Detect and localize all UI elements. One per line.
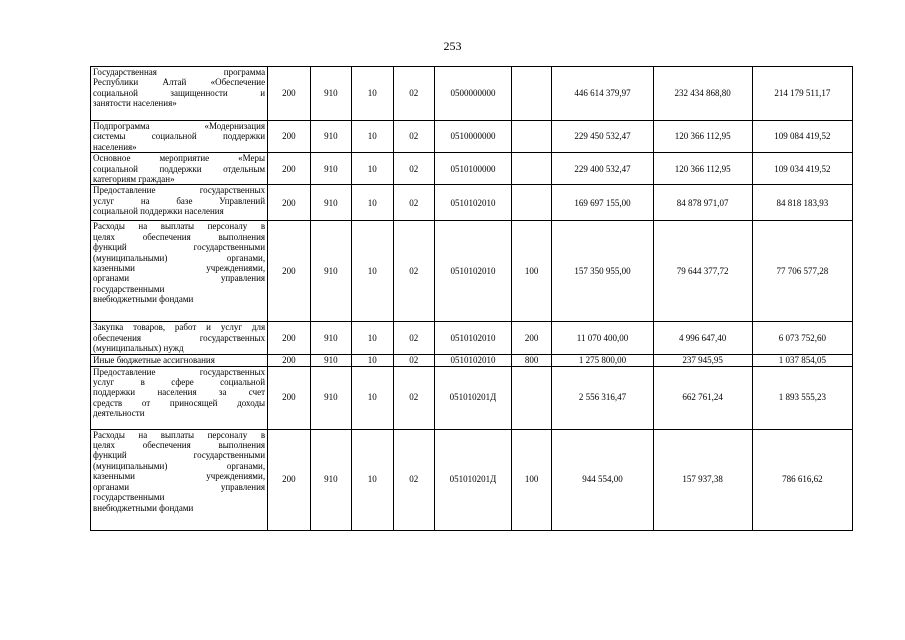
section-code-cell: 10 [352,185,393,221]
gr-code-cell: 200 [268,153,311,185]
amount-total-cell: 11 070 400,00 [552,322,653,354]
row-name-line: средств от приносящей доходы [93,397,266,408]
subsection-code-cell: 02 [393,221,434,322]
amount-part2-cell: 1 893 555,23 [752,366,852,429]
expense-type-cell [511,121,551,153]
amount-part2-cell: 1 037 854,05 [752,354,852,366]
gr-code-cell: 200 [268,67,311,121]
subsection-code-cell: 02 [393,354,434,366]
row-name [91,153,268,185]
row-name-line: занятости населения» [93,98,177,109]
amount-total-cell: 944 554,00 [552,429,653,530]
section-code-cell: 10 [352,429,393,530]
row-name [91,221,268,322]
subsection-code-cell: 02 [393,67,434,121]
row-name-line: населения» [93,141,137,152]
gr-code-cell: 200 [268,429,311,530]
target-article-cell: 0500000000 [435,67,512,121]
table-row [91,67,853,121]
admin-code-cell: 910 [310,221,351,322]
target-article-cell: 0510102010 [435,185,512,221]
row-name-line: системы социальной поддержки [93,131,266,142]
amount-part1-cell: 79 644 377,72 [653,221,752,322]
amount-part2-cell: 214 179 511,17 [752,67,852,121]
page-number: 253 [443,39,462,53]
amount-part1-cell: 4 996 647,40 [653,322,752,354]
row-name-line: внебюджетными фондами [93,294,194,305]
expense-type-cell: 100 [511,221,551,322]
row-name-line: функций государственными [93,242,266,253]
subsection-code-cell: 02 [393,322,434,354]
table-row [91,185,853,221]
amount-total-cell: 229 450 532,47 [552,121,653,153]
subsection-code-cell: 02 [393,366,434,429]
gr-code-cell: 200 [268,185,311,221]
amount-part1-cell: 120 366 112,95 [653,153,752,185]
table-row [91,153,853,185]
table-row [91,429,853,530]
admin-code-cell: 910 [310,366,351,429]
section-code-cell: 10 [352,121,393,153]
amount-total-cell: 2 556 316,47 [552,366,653,429]
row-name-line: поддержки населения за счет [93,387,266,398]
amount-part2-cell: 77 706 577,28 [752,221,852,322]
row-name-line: (муниципальных) нужд [93,343,184,354]
row-name-line: Закупка товаров, работ и услуг для [93,322,266,333]
expense-type-cell [511,67,551,121]
amount-total-cell: 229 400 532,47 [552,153,653,185]
section-code-cell: 10 [352,153,393,185]
table-row [91,121,853,153]
subsection-code-cell: 02 [393,121,434,153]
target-article-cell: 0510102010 [435,221,512,322]
section-code-cell: 10 [352,354,393,366]
amount-total-cell: 1 275 800,00 [552,354,653,366]
amount-part1-cell: 237 945,95 [653,354,752,366]
row-name-line: социальной поддержки отдельным [93,163,266,174]
table-row [91,322,853,354]
expense-type-cell: 100 [511,429,551,530]
row-name-line: Иные бюджетные ассигнования [93,354,215,365]
gr-code-cell: 200 [268,221,311,322]
row-name-line: услуг на базе Управлений [93,195,266,206]
row-name-line: Расходы на выплаты персоналу в [93,221,266,232]
section-code-cell: 10 [352,67,393,121]
admin-code-cell: 910 [310,153,351,185]
amount-part2-cell: 6 073 752,60 [752,322,852,354]
gr-code-cell: 200 [268,354,311,366]
row-name [91,121,268,153]
expense-type-cell: 800 [511,354,551,366]
subsection-code-cell: 02 [393,429,434,530]
gr-code-cell: 200 [268,322,311,354]
row-name-line: государственными [93,283,165,294]
expense-type-cell [511,185,551,221]
admin-code-cell: 910 [310,67,351,121]
row-name-line: услуг в сфере социальной [93,377,266,388]
row-name-line: функций государственными [93,450,266,461]
target-article-cell: 0510000000 [435,121,512,153]
row-name [91,185,268,221]
row-name-line: (муниципальными) органами, [93,460,266,471]
row-name-line: казенными учреждениями, [93,471,266,482]
row-name-line: Предоставление государственных [93,185,266,196]
table-row [91,354,853,366]
row-name-line: органами управления [93,273,266,284]
amount-part1-cell: 232 434 868,80 [653,67,752,121]
row-name-line: социальной защищенности и [93,87,266,98]
amount-part1-cell: 120 366 112,95 [653,121,752,153]
row-name-line: целях обеспечения выполнения [93,440,266,451]
row-name [91,322,268,354]
row-name-line: Расходы на выплаты персоналу в [93,429,266,440]
row-name-line: казенными учреждениями, [93,263,266,274]
section-code-cell: 10 [352,221,393,322]
gr-code-cell: 200 [268,121,311,153]
amount-part2-cell: 109 034 419,52 [752,153,852,185]
amount-total-cell: 157 350 955,00 [552,221,653,322]
row-name-line: Основное мероприятие «Меры [93,153,266,164]
target-article-cell: 0510100000 [435,153,512,185]
target-article-cell: 051010201Д [435,429,512,530]
row-name-line: Предоставление государственных [93,366,266,377]
target-article-cell: 051010201Д [435,366,512,429]
row-name-line: Подпрограмма «Модернизация [93,121,266,131]
row-name-line: деятельности [93,408,145,419]
amount-part2-cell: 109 084 419,52 [752,121,852,153]
amount-part2-cell: 84 818 183,93 [752,185,852,221]
amount-part2-cell: 786 616,62 [752,429,852,530]
row-name [91,67,268,121]
target-article-cell: 0510102010 [435,354,512,366]
row-name-line: целях обеспечения выполнения [93,231,266,242]
amount-part1-cell: 157 937,38 [653,429,752,530]
row-name [91,366,268,429]
row-name [91,429,268,530]
row-name-line: (муниципальными) органами, [93,252,266,263]
amount-total-cell: 169 697 155,00 [552,185,653,221]
admin-code-cell: 910 [310,185,351,221]
subsection-code-cell: 02 [393,185,434,221]
amount-part1-cell: 84 878 971,07 [653,185,752,221]
section-code-cell: 10 [352,322,393,354]
row-name [91,354,268,366]
expense-type-cell: 200 [511,322,551,354]
row-name-line: Государственная программа [93,67,266,77]
expense-type-cell [511,153,551,185]
row-name-line: социальной поддержки населения [93,206,224,217]
section-code-cell: 10 [352,366,393,429]
row-name-line: органами управления [93,481,266,492]
amount-part1-cell: 662 761,24 [653,366,752,429]
row-name-line: внебюджетными фондами [93,502,194,513]
table-row [91,221,853,322]
admin-code-cell: 910 [310,322,351,354]
row-name-line: Республики Алтай «Обеспечение [93,77,266,88]
row-name-line: государственными [93,492,165,503]
expense-type-cell [511,366,551,429]
subsection-code-cell: 02 [393,153,434,185]
admin-code-cell: 910 [310,354,351,366]
admin-code-cell: 910 [310,121,351,153]
target-article-cell: 0510102010 [435,322,512,354]
amount-total-cell: 446 614 379,97 [552,67,653,121]
admin-code-cell: 910 [310,429,351,530]
row-name-line: категориям граждан» [93,174,175,185]
table-row [91,366,853,429]
gr-code-cell: 200 [268,366,311,429]
row-name-line: обеспечения государственных [93,332,266,343]
budget-table [90,66,853,531]
